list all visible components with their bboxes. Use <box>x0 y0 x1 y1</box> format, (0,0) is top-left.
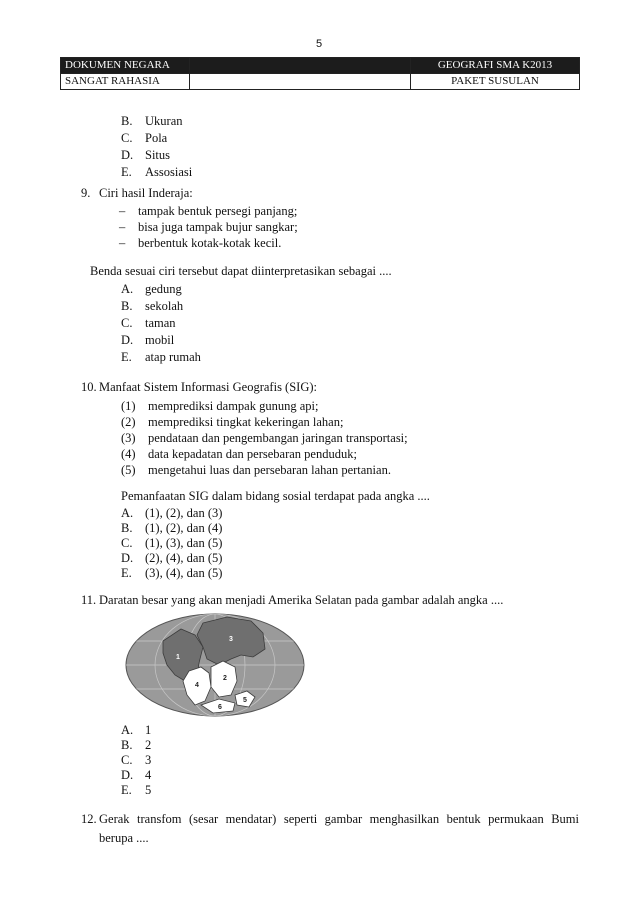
map-label-4: 4 <box>195 682 199 689</box>
header-left-1: DOKUMEN NEGARA <box>61 58 190 74</box>
map-label-6: 6 <box>218 704 222 711</box>
question-9-stem: Benda sesuai ciri tersebut dapat diinterpretasikan sebagai .... <box>90 264 392 278</box>
question-12-number: 12. <box>81 812 97 826</box>
question-10-number: 10. <box>81 380 97 394</box>
question-9-text: Ciri hasil Inderaja: <box>99 186 193 200</box>
map-label-1: 1 <box>176 654 180 661</box>
document-header <box>60 57 580 90</box>
map-label-5: 5 <box>243 697 247 704</box>
map-label-3: 3 <box>229 636 233 643</box>
map-label-2: 2 <box>223 675 227 682</box>
header-right-1: GEOGRAFI SMA K2013 <box>411 58 580 74</box>
question-11-text: Daratan besar yang akan menjadi Amerika Selatan pada gambar adalah angka .... <box>99 593 504 607</box>
question-10-stem: Pemanfaatan SIG dalam bidang sosial terdapat pada angka .... <box>121 489 430 503</box>
header-blank-1 <box>190 58 411 74</box>
question-11-number: 11. <box>81 593 97 607</box>
header-row-1 <box>61 58 580 74</box>
header-left-2: SANGAT RAHASIA <box>61 74 190 90</box>
question-12-line-1: Gerak transfom (sesar mendatar) seperti gambar menghasilkan bentuk permukaan Bumi <box>99 812 579 826</box>
question-9-number: 9. <box>81 186 91 200</box>
question-10-text: Manfaat Sistem Informasi Geografis (SIG): <box>99 380 317 394</box>
header-right-2: PAKET SUSULAN <box>411 74 580 90</box>
page-number: 5 <box>315 38 323 50</box>
pangaea-map <box>123 611 307 719</box>
header-blank-2 <box>190 74 411 90</box>
question-12-line-2: berupa .... <box>99 831 149 845</box>
header-row-2 <box>61 74 580 90</box>
